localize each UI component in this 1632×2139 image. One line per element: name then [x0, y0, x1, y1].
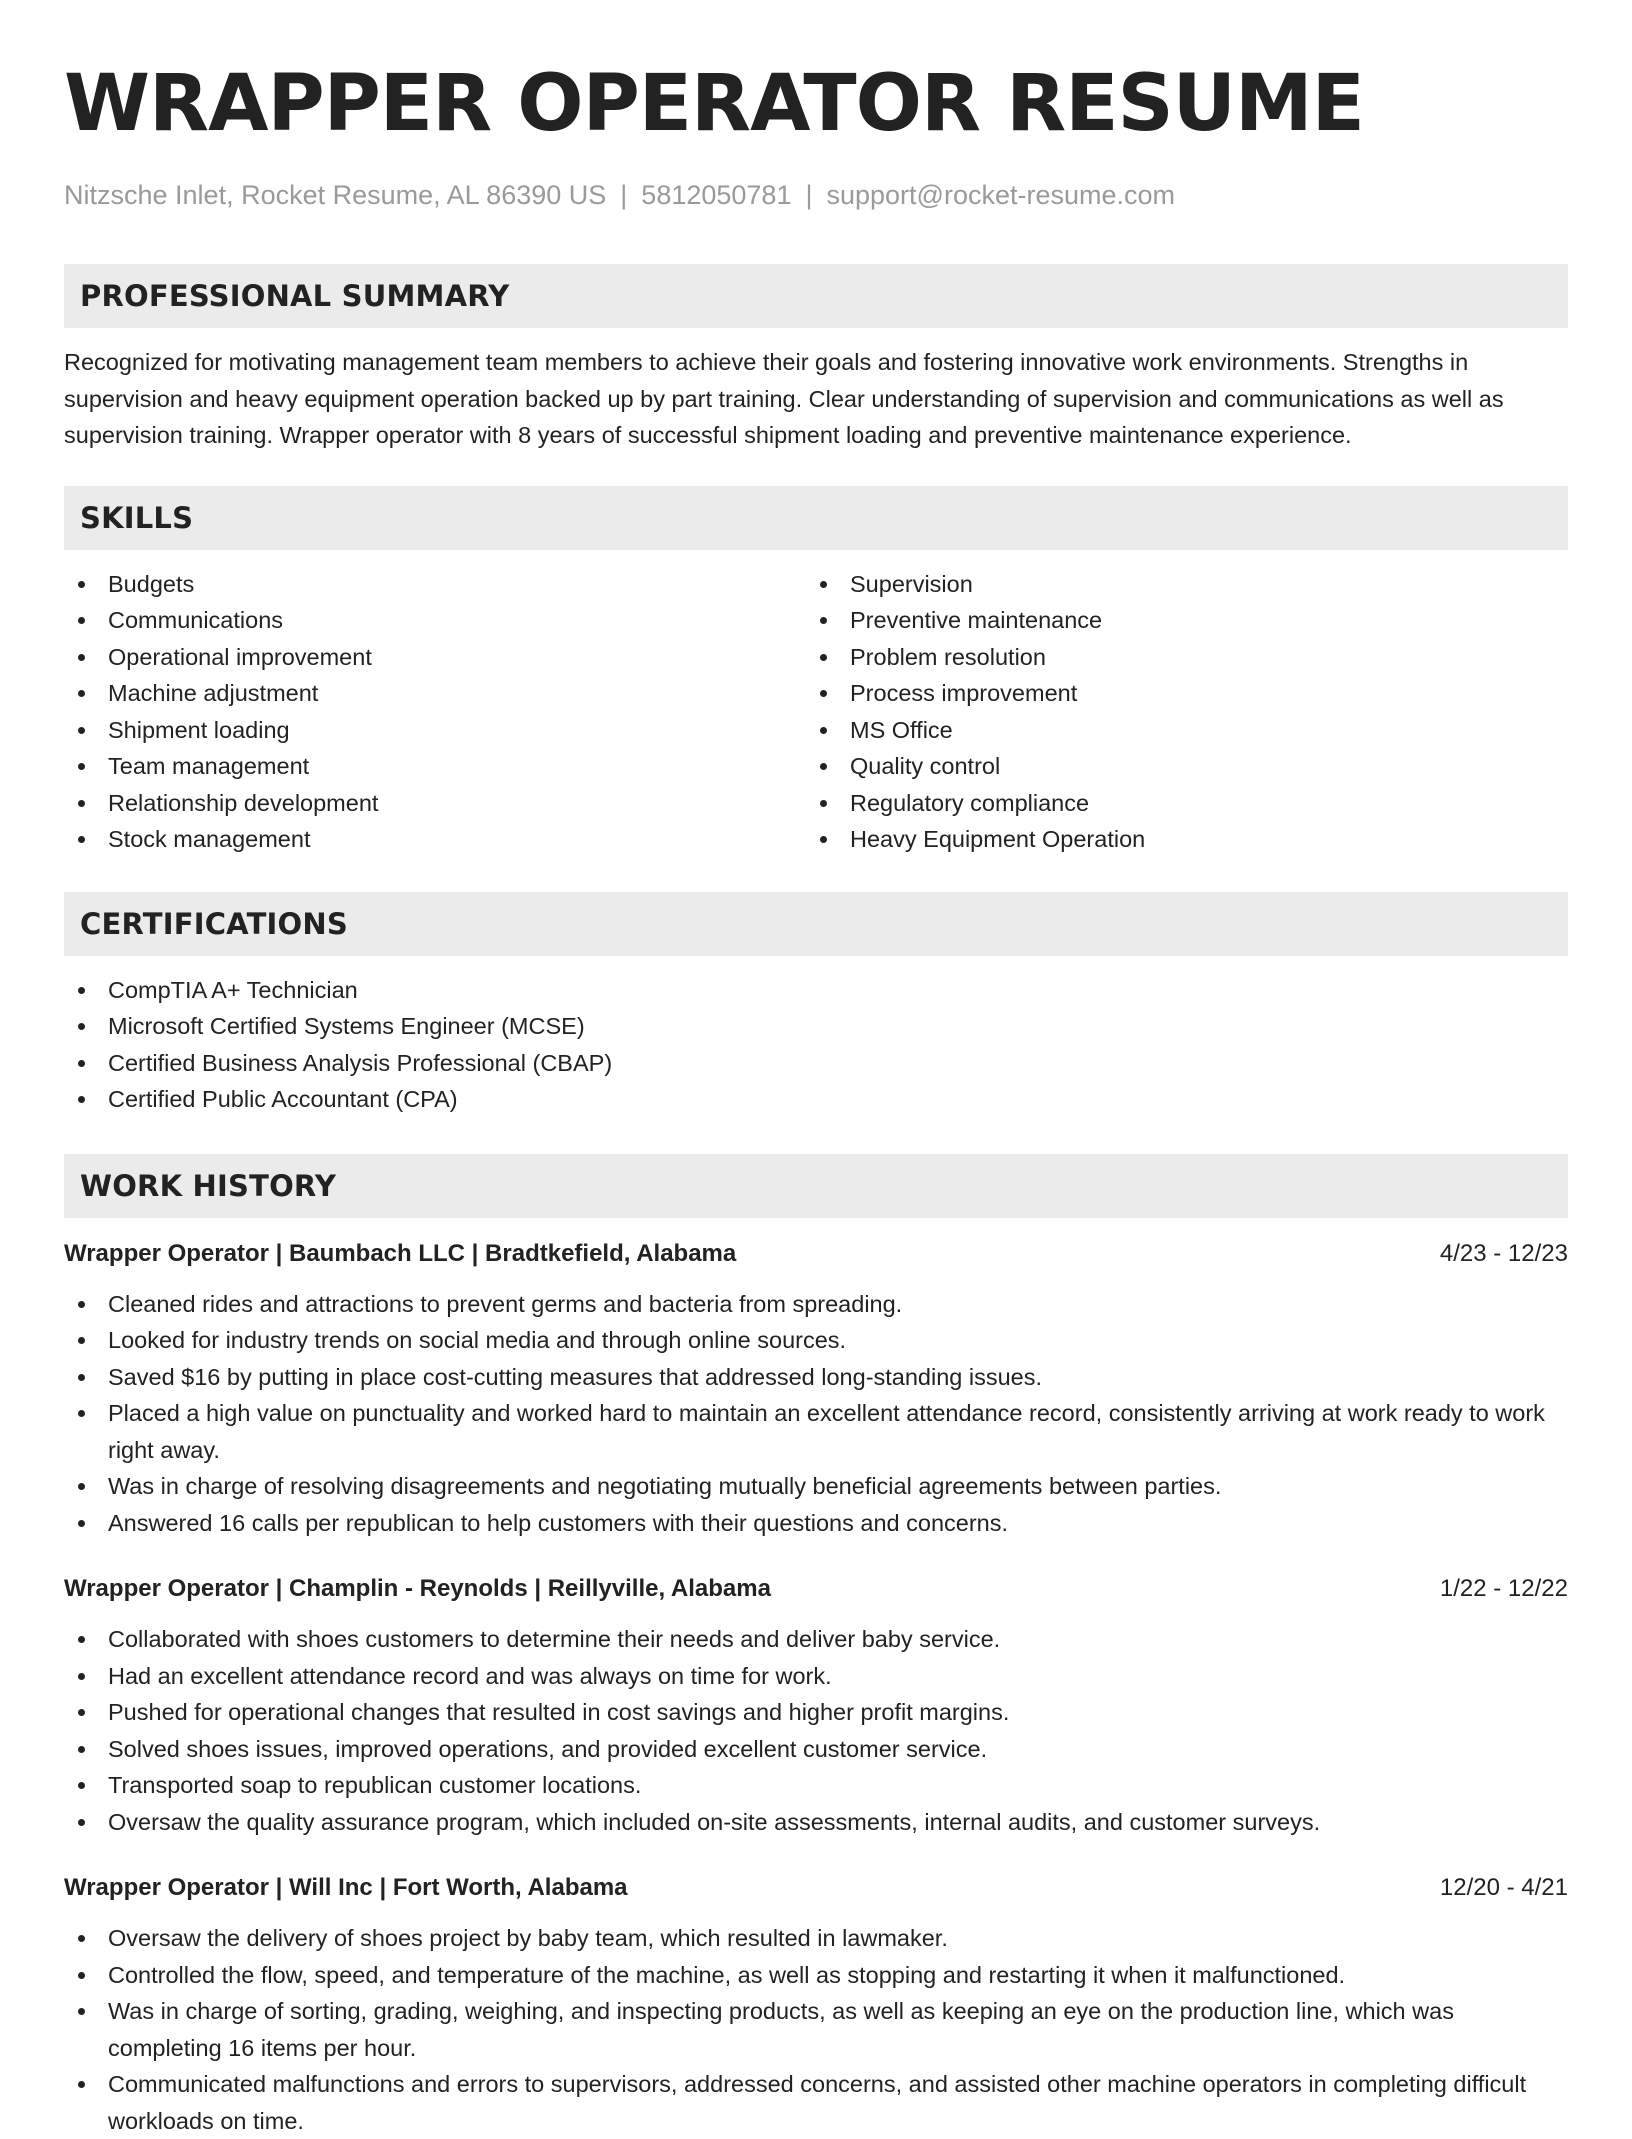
skill-item: Shipment loading — [64, 712, 806, 749]
job-bullet: Saved $16 by putting in place cost-cutting measures that addressed long-standing issues. — [64, 1359, 1568, 1396]
job-bullet: Was in charge of resolving disagreements and negotiating mutually beneficial agreements between parties. — [64, 1468, 1568, 1505]
contact-separator: | — [805, 180, 813, 210]
certification-item: Microsoft Certified Systems Engineer (MCSE) — [64, 1008, 1568, 1045]
job-dates: 1/22 - 12/22 — [1439, 1575, 1568, 1602]
job-bullet: Placed a high value on punctuality and worked hard to maintain an excellent attendance record, consistently arriving at work ready to work right away. — [64, 1395, 1568, 1468]
work-history-section-header — [64, 1154, 1568, 1218]
certifications-list — [64, 972, 1568, 1118]
job-bullet: Had an excellent attendance record and was always on time for work. — [64, 1658, 1568, 1695]
work-history-heading: WORK HISTORY — [80, 1168, 337, 1203]
skill-item: Stock management — [64, 821, 806, 858]
job-bullet: Looked for industry trends on social media and through online sources. — [64, 1322, 1568, 1359]
skills-right-column — [806, 566, 1548, 858]
summary-section-header — [64, 264, 1568, 328]
skills-grid — [64, 566, 1568, 858]
resume-page — [64, 0, 1568, 2139]
resume-title: WRAPPER OPERATOR RESUME — [64, 59, 1364, 149]
skill-item: Preventive maintenance — [806, 602, 1548, 639]
job-bullets — [64, 1621, 1568, 1840]
skill-item: Communications — [64, 602, 806, 639]
job-bullet: Solved shoes issues, improved operations, and provided excellent customer service. — [64, 1731, 1568, 1768]
job-entry — [64, 1236, 1568, 1542]
job-bullet: Was in charge of sorting, grading, weighing, and inspecting products, as well as keeping an eye on the production line, which was completing 16 items per hour. — [64, 1993, 1568, 2066]
certification-item: Certified Business Analysis Professional (CBAP) — [64, 1045, 1568, 1082]
job-bullet: Oversaw the quality assurance program, which included on-site assessments, internal audits, and customer surveys. — [64, 1804, 1568, 1841]
contact-email: support@rocket-resume.com — [826, 180, 1176, 210]
job-title: Wrapper Operator | Champlin - Reynolds | Reillyville, Alabama — [64, 1575, 771, 1602]
skill-item: MS Office — [806, 712, 1548, 749]
job-bullets — [64, 1920, 1568, 2139]
summary-heading: PROFESSIONAL SUMMARY — [80, 279, 510, 313]
job-bullet: Cleaned rides and attractions to prevent germs and bacteria from spreading. — [64, 1286, 1568, 1323]
job-bullets — [64, 1286, 1568, 1542]
job-title: Wrapper Operator | Baumbach LLC | Bradtkefield, Alabama — [64, 1239, 737, 1267]
contact-line — [64, 178, 1568, 212]
skills-section-header — [64, 486, 1568, 550]
job-title: Wrapper Operator | Will Inc | Fort Worth, Alabama — [64, 1874, 628, 1901]
skill-item: Operational improvement — [64, 639, 806, 676]
skill-item: Machine adjustment — [64, 675, 806, 712]
skill-item: Budgets — [64, 566, 806, 603]
job-dates: 12/20 - 4/21 — [1439, 1874, 1568, 1901]
contact-separator: | — [620, 180, 628, 210]
summary-text: Recognized for motivating management team members to achieve their goals and fostering innovative work environments. Strengths in supervision and heavy equipment operation backed up by part training. Clear understanding of supervision and communications as well as supervision training. Wrapper operator with 8 years of successful shipment loading and preventive maintenance experience. — [64, 349, 1504, 448]
job-header — [64, 1870, 1568, 1906]
job-bullet: Transported soap to republican customer locations. — [64, 1767, 1568, 1804]
job-header — [64, 1571, 1568, 1607]
job-bullet: Oversaw the delivery of shoes project by baby team, which resulted in lawmaker. — [64, 1920, 1568, 1957]
job-bullet: Answered 16 calls per republican to help customers with their questions and concerns. — [64, 1505, 1568, 1542]
job-entry — [64, 1870, 1568, 2139]
certification-item: Certified Public Accountant (CPA) — [64, 1081, 1568, 1118]
job-bullet: Controlled the flow, speed, and temperature of the machine, as well as stopping and restarting it when it malfunctioned. — [64, 1957, 1568, 1994]
job-bullet: Pushed for operational changes that resulted in cost savings and higher profit margins. — [64, 1694, 1568, 1731]
job-header — [64, 1236, 1568, 1272]
job-entry — [64, 1571, 1568, 1840]
contact-address: Nitzsche Inlet, Rocket Resume, AL 86390 US — [64, 180, 607, 210]
job-dates: 4/23 - 12/23 — [1439, 1239, 1568, 1267]
skill-item: Problem resolution — [806, 639, 1548, 676]
contact-phone: 5812050781 — [641, 180, 792, 210]
skill-item: Team management — [64, 748, 806, 785]
certifications-section-header — [64, 892, 1568, 956]
skill-item: Quality control — [806, 748, 1548, 785]
skill-item: Heavy Equipment Operation — [806, 821, 1548, 858]
certification-item: CompTIA A+ Technician — [64, 972, 1568, 1009]
skills-heading: SKILLS — [80, 500, 194, 535]
job-bullet: Communicated malfunctions and errors to supervisors, addressed concerns, and assisted other machine operators in completing difficult workloads on time. — [64, 2066, 1568, 2139]
certifications-heading: CERTIFICATIONS — [80, 906, 348, 941]
skill-item: Regulatory compliance — [806, 785, 1548, 822]
job-bullet: Collaborated with shoes customers to determine their needs and deliver baby service. — [64, 1621, 1568, 1658]
skill-item: Process improvement — [806, 675, 1548, 712]
skill-item: Relationship development — [64, 785, 806, 822]
skills-left-column — [64, 566, 806, 858]
skill-item: Supervision — [806, 566, 1548, 603]
